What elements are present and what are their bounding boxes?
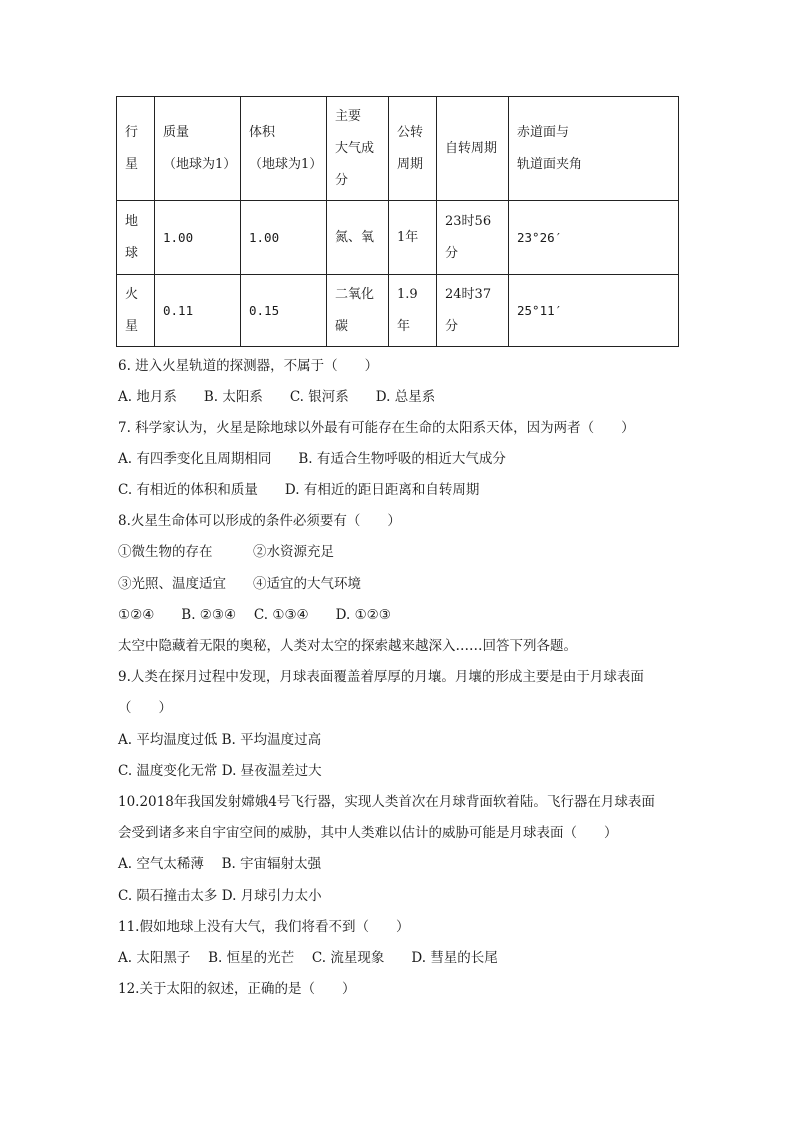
header-rotation: 自转周期 [437,97,509,201]
cell-mass: 1.00 [155,201,241,275]
question-10-options-cd: C. 陨石撞击太多 D. 月球引力太小 [118,888,322,904]
cell-revolution: 1.9年 [389,275,437,347]
cell-atmosphere: 氮、氧 [327,201,389,275]
question-8: 8.火星生命体可以形成的条件必须要有（ ） [118,513,401,529]
question-11-options: A. 太阳黑子 B. 恒星的光芒 C. 流星现象 D. 彗星的长尾 [118,950,498,966]
question-11: 11.假如地球上没有大气，我们将看不到（ ） [118,919,410,935]
table-header-row [117,97,679,201]
header-revolution: 公转 周期 [389,97,437,201]
table-row [117,201,679,275]
cell-planet: 地球 [117,201,155,275]
question-6-options: A. 地月系 B. 太阳系 C. 银河系 D. 总星系 [118,389,436,405]
planet-comparison-table [116,96,679,347]
question-10: 10.2018年我国发射嫦娥4号飞行器，实现人类首次在月球背面软着陆。飞行器在月球表面 [118,794,655,810]
cell-rotation: 23时56分 [437,201,509,275]
header-tilt: 赤道面与 轨道面夹角 [509,97,679,201]
header-mass: 质量 （地球为1） [155,97,241,201]
section-intro: 太空中隐藏着无限的奥秘，人类对太空的探索越来越深入……回答下列各题。 [118,638,577,654]
cell-tilt: 25°11′ [509,275,679,347]
question-6: 6. 进入火星轨道的探测器，不属于（ ） [118,358,379,374]
question-9-continued: （ ） [118,700,172,716]
header-planet: 行星 [117,97,155,201]
question-7: 7. 科学家认为，火星是除地球以外最有可能存在生命的太阳系天体，因为两者（ ） [118,420,635,436]
cell-mass: 0.11 [155,275,241,347]
question-9: 9.人类在探月过程中发现，月球表面覆盖着厚厚的月壤。月壤的形成主要是由于月球表面 [118,669,644,685]
question-7-options-ab: A. 有四季变化且周期相同 B. 有适合生物呼吸的相近大气成分 [118,451,506,467]
cell-rotation: 24时37分 [437,275,509,347]
cell-volume: 1.00 [241,201,327,275]
cell-volume: 0.15 [241,275,327,347]
question-9-options-ab: A. 平均温度过低 B. 平均温度过高 [118,732,322,748]
header-volume: 体积 （地球为1） [241,97,327,201]
question-10-continued: 会受到诸多来自宇宙空间的威胁，其中人类难以估计的威胁可能是月球表面（ ） [118,825,618,841]
question-8-statements-34: ③光照、温度适宜 ④适宜的大气环境 [118,576,361,592]
header-atmosphere: 主要 大气成 分 [327,97,389,201]
question-12: 12.关于太阳的叙述，正确的是（ ） [118,981,356,997]
question-9-options-cd: C. 温度变化无常 D. 昼夜温差过大 [118,763,322,779]
question-8-statements-12: ①微生物的存在 ②水资源充足 [118,544,334,560]
table-row [117,275,679,347]
cell-revolution: 1年 [389,201,437,275]
question-8-options: ①②④ B. ②③④ C. ①③④ D. ①②③ [118,607,391,623]
cell-atmosphere: 二氧化碳 [327,275,389,347]
cell-tilt: 23°26′ [509,201,679,275]
question-10-options-ab: A. 空气太稀薄 B. 宇宙辐射太强 [118,856,322,872]
cell-planet: 火星 [117,275,155,347]
question-7-options-cd: C. 有相近的体积和质量 D. 有相近的距日距离和自转周期 [118,482,480,498]
